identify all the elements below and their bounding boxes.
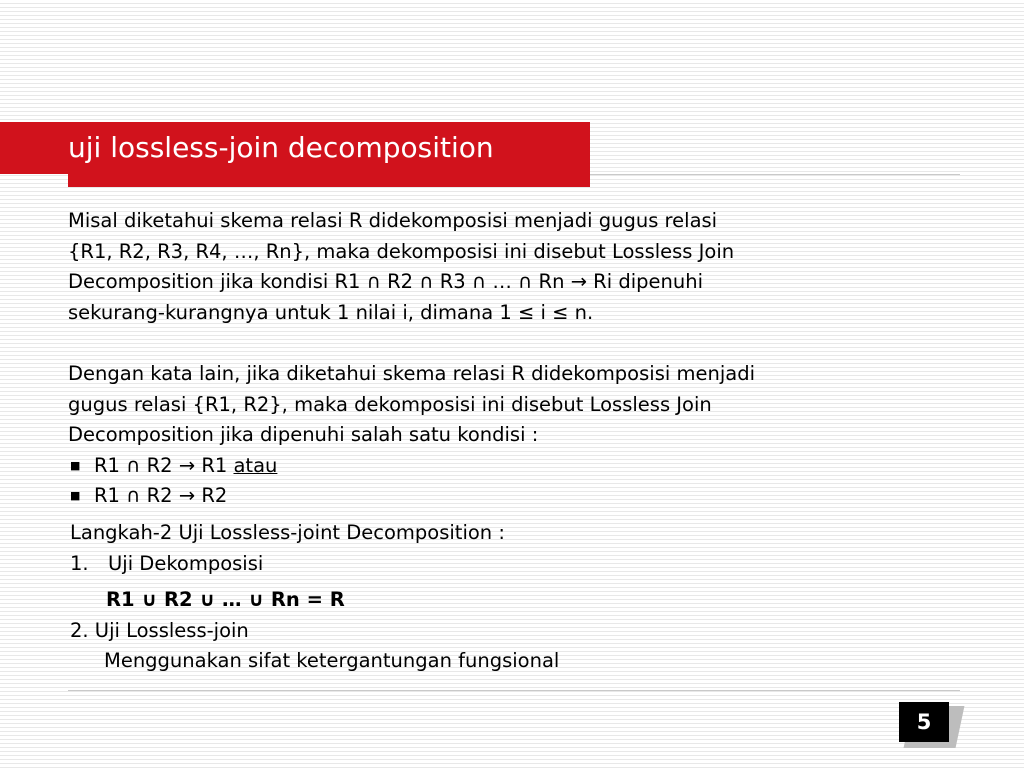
step-2-detail: Menggunakan sifat ketergantungan fungsional [104,649,560,673]
bullet-item [68,451,988,482]
paragraph-line: Decomposition jika kondisi R1 ∩ R2 ∩ R3 ∩ … ∩ Rn → Ri dipenuhi [68,270,704,294]
footer-divider [68,690,960,691]
step-number: 1. [70,551,89,575]
bullet-icon: ■ [70,489,81,503]
bullet-text: R1 ∩ R2 → R1 [94,453,234,477]
page-number: 5 [899,702,949,742]
paragraph-line: {R1, R2, R3, R4, …, Rn}, maka dekomposisi ini disebut Lossless Join [68,239,735,263]
bullet-text: R1 ∩ R2 → R2 [94,484,228,508]
slide-body [68,206,988,512]
paragraph-line: gugus relasi {R1, R2}, maka dekomposisi ini disebut Lossless Join [68,392,712,416]
paragraph-gap [68,328,988,359]
paragraph-line: Decomposition jika dipenuhi salah satu kondisi : [68,423,539,447]
steps-heading: Langkah-2 Uji Lossless-joint Decomposition : [70,521,505,544]
paragraph-condition [68,359,988,512]
paragraph-line: Misal diketahui skema relasi R didekomposisi menjadi gugus relasi [68,209,718,232]
bullet-suffix: atau [233,453,278,477]
title-divider [590,174,960,175]
step-1 [70,549,970,580]
bullet-item [68,481,988,512]
steps-section [70,518,970,677]
paragraph-line: sekurang-kurangnya untuk 1 nilai i, dimana 1 ≤ i ≤ n. [68,300,594,324]
title-accent-bar [68,174,590,187]
paragraph-definition [68,206,988,328]
bullet-icon: ■ [70,458,81,472]
step-2: 2. Uji Lossless-join [70,618,249,642]
formula: R1 ∪ R2 ∪ … ∪ Rn = R [106,588,345,612]
step-label: Uji Dekomposisi [108,551,264,575]
slide-title: uji lossless-join decomposition [68,131,494,164]
paragraph-line: Dengan kata lain, jika diketahui skema relasi R didekomposisi menjadi [68,361,755,385]
